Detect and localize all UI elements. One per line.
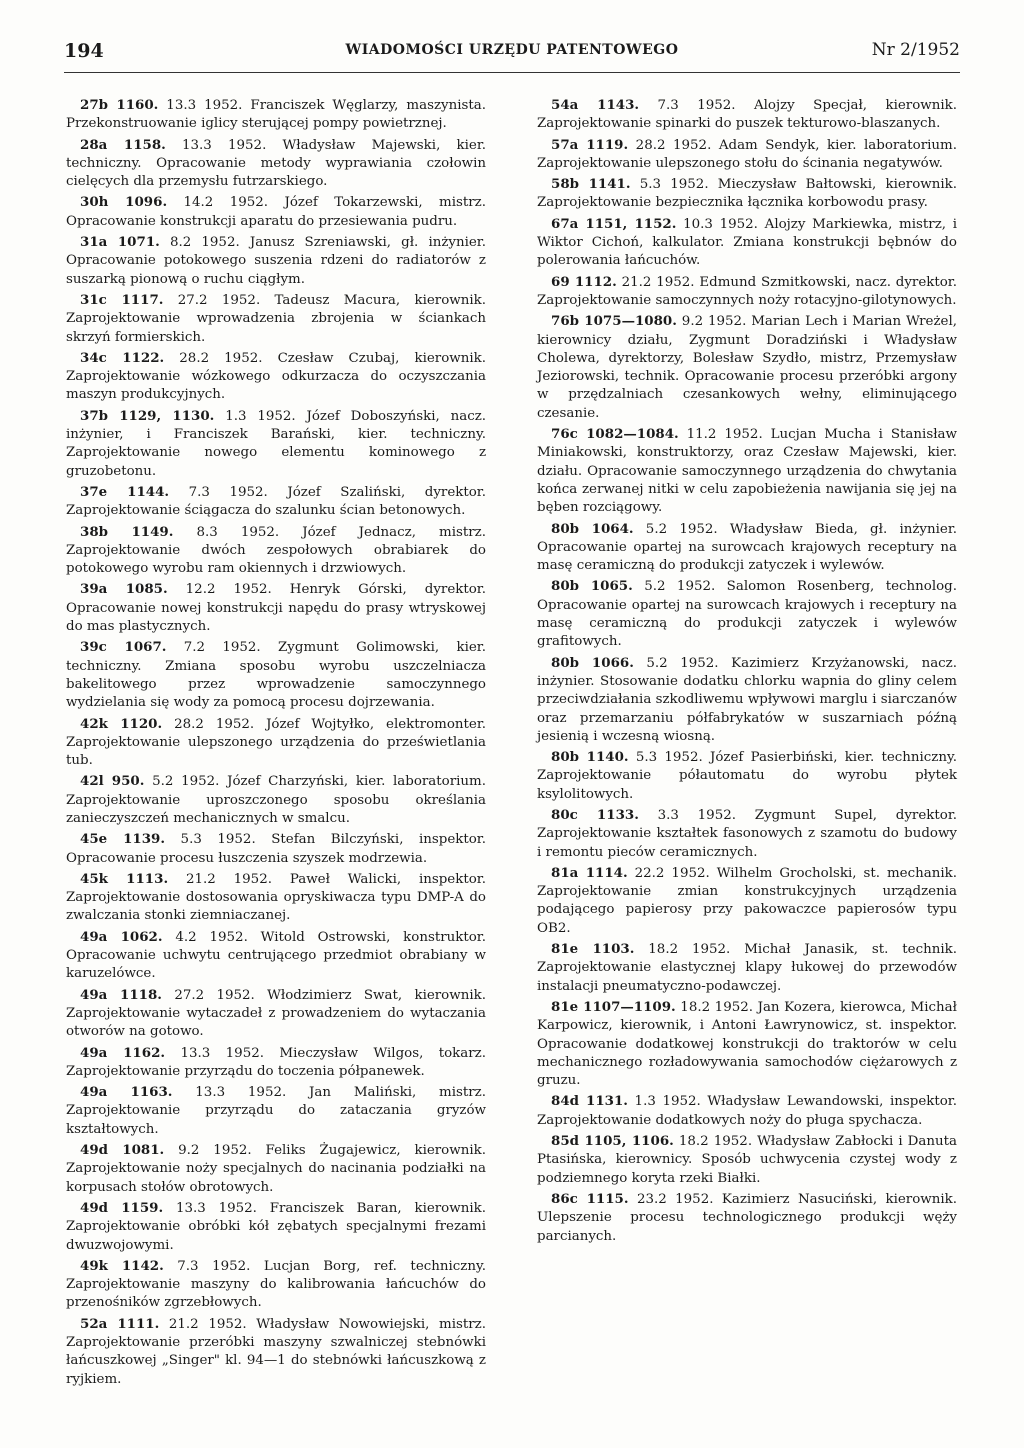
entry-number: 37e 1144. [80, 483, 170, 500]
patent-entry [66, 407, 486, 481]
patent-entry [66, 193, 486, 231]
patent-entry [537, 215, 957, 271]
entry-text: 7.2 1952. Zygmunt Golimowski, kier. techniczny. Zmiana sposobu wyrobu uszczelniacza bakelitowego przez wprowadzenie samoczynnego wydzielania się wody za pomocą procesu dojrzewania. [66, 640, 486, 711]
entry-number: 42l 950. [80, 773, 145, 790]
entry-number: 81e 1103. [551, 941, 635, 958]
patent-entry [66, 1141, 486, 1197]
entry-text: 12.2 1952. Henryk Górski, dyrektor. Opracowanie nowej konstrukcji napędu do prasy wtryskowej do mas plastycznych. [66, 582, 486, 635]
entry-number: 80b 1140. [551, 749, 629, 766]
journal-title: WIADOMOŚCI URZĘDU PATENTOWEGO [345, 42, 679, 58]
left-column [66, 96, 486, 1391]
entry-number: 57a 1119. [551, 136, 629, 153]
page-header [64, 38, 960, 68]
patent-entry [537, 654, 957, 746]
entry-number: 85d 1105, 1106. [551, 1133, 674, 1150]
patent-entry [66, 638, 486, 712]
entry-number: 30h 1096. [80, 194, 168, 211]
entry-text: 5.2 1952. Kazimierz Krzyżanowski, nacz. inżynier. Stosowanie dodatku chlorku wapnia do gliny celem przeciwdziałania szkodliwemu wpływowi marglu i siarczanów oraz przemarzaniu półfabrykatów w suszarniach późną jesienią i wczesną wiosną. [537, 655, 957, 744]
entry-text: 21.2 1952. Władysław Nowowiejski, mistrz. Zaprojektowanie przeróbki maszyny szwalniczej stebnówki łańcuszkowej „Singer" kl. 94—1 do stebnówki łańcuszkową z ryjkiem. [66, 1316, 486, 1387]
entry-text: 5.2 1952. Salomon Rosenberg, technolog. Opracowanie opartej na surowcach krajowych i receptury na masę ceramiczną do produkcji zatyczek i wylewów grafitowych. [537, 579, 957, 650]
entry-text: 23.2 1952. Kazimierz Nasuciński, kierownik. Ulepszenie procesu technologicznego produkcji węży parcianych. [537, 1191, 958, 1244]
patent-entry [537, 1092, 957, 1130]
entry-number: 42k 1120. [80, 715, 163, 732]
entry-number: 49d 1081. [80, 1142, 165, 1159]
entry-number: 69 1112. [551, 273, 617, 290]
entry-number: 80b 1066. [551, 654, 634, 671]
patent-entry [537, 940, 957, 996]
entry-number: 38b 1149. [80, 523, 174, 540]
entry-text: 13.3 1952. Franciszek Węglarzy, maszynista. Przekonstruowanie iglicy sterującej pompy powietrznej. [66, 98, 486, 132]
issue-number: Nr 2/1952 [871, 40, 960, 60]
entry-number: 37b 1129, 1130. [80, 407, 215, 424]
entry-number: 80c 1133. [551, 806, 639, 823]
entry-text: 5.3 1952. Mieczysław Bałtowski, kierownik. Zaprojektowanie bezpiecznika łącznika korbowodu prasy. [537, 177, 957, 211]
entry-text: 21.2 1952. Edmund Szmitkowski, nacz. dyrektor. Zaprojektowanie samoczynnych noży rotacyjno-gilotynowych. [537, 274, 957, 308]
entry-number: 49a 1118. [80, 986, 162, 1003]
patent-entry [66, 523, 486, 579]
entry-text: 13.3 1952. Mieczysław Wilgos, tokarz. Zaprojektowanie przyrządu do toczenia półpanewek. [66, 1045, 486, 1079]
entry-text: 28.2 1952. Adam Sendyk, kier. laboratorium. Zaprojektowanie ulepszonego stołu do ścinania negatywów. [537, 137, 957, 171]
patent-entry [66, 928, 486, 984]
entry-text: 4.2 1952. Witold Ostrowski, konstruktor. Opracowanie uchwytu centrującego przedmiot obrabiany w karuzelówce. [66, 929, 486, 982]
entry-number: 54a 1143. [551, 97, 640, 113]
patent-entry [66, 580, 486, 636]
entry-text: 11.2 1952. Lucjan Mucha i Stanisław Miniakowski, konstruktorzy, oraz Czesław Majewski, kier. działu. Opracowanie samoczynnego urządzenia do chwytania końca zerwanej nitki w celu zapobieżenia nawijania się jej na bęben rozciągowy. [537, 427, 957, 516]
entry-text: 10.3 1952. Alojzy Markiewka, mistrz, i Wiktor Cichoń, kalkulator. Zmiana konstrukcji bębnów do polerowania łańcuchów. [537, 216, 957, 269]
entry-text: 14.2 1952. Józef Tokarzewski, mistrz. Opracowanie konstrukcji aparatu do przesiewania pudru. [66, 195, 486, 229]
patent-entry [537, 175, 957, 213]
patent-entry [66, 715, 486, 771]
entry-text: 5.3 1952. Stefan Bilczyński, inspektor. Opracowanie procesu łuszczenia szyszek modrzewia. [66, 832, 486, 866]
patent-entry [66, 986, 486, 1042]
entry-text: 8.2 1952. Janusz Szreniawski, gł. inżynier. Opracowanie potokowego suszenia rdzeni do radiatorów z suszarką pionową o ruchu ciągłym. [66, 235, 486, 287]
entry-number: 80b 1065. [551, 578, 633, 595]
entry-text: 5.2 1952. Józef Charzyński, kier. laboratorium. Zaprojektowanie uproszczonego sposobu określania zanieczyszczeń mechanicznych w smalcu. [66, 774, 486, 826]
entry-text: 22.2 1952. Wilhelm Grocholski, st. mechanik. Zaprojektowanie zmian konstrukcyjnych urządzenia podającego papierosy przy pakowaczce papierosów typu OB2. [537, 865, 957, 936]
right-column [537, 96, 957, 1248]
patent-entry [537, 1190, 957, 1246]
entry-number: 49d 1159. [80, 1199, 164, 1216]
patent-entry [66, 870, 486, 926]
patent-entry [66, 291, 486, 347]
entry-text: 27.2 1952. Włodzimierz Swat, kierownik. Zaprojektowanie wytaczadeł z prowadzeniem do wytaczania otworów na gotowo. [66, 987, 486, 1040]
entry-text: 3.3 1952. Zygmunt Supel, dyrektor. Zaprojektowanie kształtek fasonowych z szamotu do budowy i remontu pieców ceramicznych. [537, 807, 958, 860]
entry-number: 52a 1111. [80, 1315, 160, 1332]
entry-text: 13.3 1952. Jan Maliński, mistrz. Zaprojektowanie przyrządu do zataczania gryzów kształtowych. [66, 1085, 486, 1137]
patent-entry [537, 520, 957, 576]
patent-entry [537, 312, 957, 423]
entry-number: 34c 1122. [80, 349, 165, 366]
entry-text: 27.2 1952. Tadeusz Macura, kierownik. Zaprojektowanie wprowadzenia zbrojenia w ściankach skrzyń formierskich. [66, 292, 486, 345]
patent-entry [537, 96, 957, 134]
entry-number: 81a 1114. [551, 864, 628, 881]
entry-text: 13.3 1952. Władysław Majewski, kier. techniczny. Opracowanie metody wyprawiania czołowin cielęcych dla przemysłu futrzarskiego. [66, 137, 487, 190]
entry-text: 18.2 1952. Jan Kozera, kierowca, Michał Karpowicz, kierownik, i Antoni Ławrynowicz, st. inspektor. Opracowanie dodatkowej konstrukcji do traktorów w celu mechanicznego rozładowywania samochodów ciężarowych z gruzu. [537, 999, 957, 1089]
patent-entry [537, 806, 957, 862]
patent-entry [537, 577, 957, 651]
entry-text: 18.2 1952. Władysław Zabłocki i Danuta Ptasińska, kierownicy. Sposób uchwycenia czystej wody z podziemnego koryta rzeki Białki. [537, 1134, 957, 1186]
entry-number: 86c 1115. [551, 1190, 629, 1207]
entry-text: 9.2 1952. Feliks Żugajewicz, kierownik. Zaprojektowanie noży specjalnych do nacinania podziałki na korpusach stołów obrotowych. [66, 1143, 486, 1195]
entry-number: 27b 1160. [80, 97, 159, 113]
entry-number: 58b 1141. [551, 176, 631, 193]
header-rule [64, 72, 960, 73]
patent-entry [66, 1315, 486, 1389]
entry-number: 28a 1158. [80, 136, 166, 153]
page-number: 194 [64, 40, 104, 62]
patent-entry [66, 483, 486, 521]
entry-number: 80b 1064. [551, 520, 634, 537]
patent-entry [537, 748, 957, 804]
entry-number: 84d 1131. [551, 1093, 628, 1110]
entry-text: 18.2 1952. Michał Janasik, st. technik. Zaprojektowanie elastycznej klapy łukowej do przewodów instalacji pneumatyczno-podawczej. [537, 942, 958, 994]
entry-number: 49k 1142. [80, 1257, 164, 1274]
patent-entry [66, 349, 486, 405]
patent-entry [66, 830, 486, 868]
entry-text: 1.3 1952. Władysław Lewandowski, inspektor. Zaprojektowanie dodatkowych noży do pługa spychacza. [537, 1094, 957, 1128]
entry-number: 31c 1117. [80, 291, 164, 308]
entry-text: 7.3 1952. Lucjan Borg, ref. techniczny. Zaprojektowanie maszyny do kalibrowania łańcuchów do przenośników zgrzebłowych. [66, 1258, 486, 1311]
patent-entry [537, 136, 957, 174]
entry-number: 81e 1107—1109. [551, 998, 676, 1015]
entry-text: 5.3 1952. Józef Pasierbiński, kier. techniczny. Zaprojektowanie półautomatu do wyrobu płytek ksylolitowych. [537, 750, 958, 802]
entry-text: 9.2 1952. Marian Lech i Marian Wreżel, kierownicy działu, Zygmunt Doradziński i Władysław Cholewa, dyrektorzy, Bolesław Szydło, mistrz, Przemysław Jeziorowski, technik. Opracowanie procesu przeróbki argony w przędzalniach czesankowych wełny, eliminującego czesanie. [537, 314, 957, 421]
entry-number: 67a 1151, 1152. [551, 215, 677, 232]
entry-number: 49a 1162. [80, 1044, 166, 1061]
entry-text: 21.2 1952. Paweł Walicki, inspektor. Zaprojektowanie dostosowania opryskiwacza typu DMP-A do zwalczania stonki ziemniaczanej. [66, 871, 486, 924]
entry-number: 31a 1071. [80, 234, 160, 251]
entry-number: 45k 1113. [80, 870, 169, 887]
entry-text: 7.3 1952. Alojzy Specjał, kierownik. Zaprojektowanie spinarki do puszek tekturowo-blaszanych. [537, 98, 957, 132]
patent-entry [66, 1199, 486, 1255]
entry-number: 76c 1082—1084. [551, 426, 679, 443]
entry-text: 7.3 1952. Józef Szaliński, dyrektor. Zaprojektowanie ściągacza do szalunku ścian betonowych. [66, 484, 486, 519]
patent-entry [66, 136, 486, 192]
entry-number: 45e 1139. [80, 831, 166, 848]
patent-entry [66, 1257, 486, 1313]
patent-entry [537, 998, 957, 1090]
entry-text: 5.2 1952. Władysław Bieda, gł. inżynier. Opracowanie opartej na surowcach krajowych receptury na masę ceramiczną do produkcji zatyczek i wylewów. [537, 521, 957, 574]
entry-number: 39a 1085. [80, 581, 168, 598]
entry-number: 76b 1075—1080. [551, 313, 677, 330]
entry-text: 1.3 1952. Józef Doboszyński, nacz. inżynier, i Franciszek Barański, kier. techniczny. Zaprojektowanie nowego elementu kominowego z gruzobetonu. [66, 408, 487, 479]
entry-text: 8.3 1952. Józef Jednacz, mistrz. Zaprojektowanie dwóch zespołowych obrabiarek do potokowego wyrobu ram okiennych i drzwiowych. [66, 524, 486, 577]
patent-entry [66, 233, 486, 289]
patent-entry [537, 864, 957, 938]
patent-entry [66, 772, 486, 828]
entry-number: 49a 1163. [80, 1084, 173, 1101]
entry-number: 49a 1062. [80, 928, 163, 945]
patent-entry [537, 1132, 957, 1188]
patent-entry [537, 273, 957, 311]
patent-entry [66, 1044, 486, 1082]
entry-number: 39c 1067. [80, 639, 167, 656]
entry-text: 13.3 1952. Franciszek Baran, kierownik. Zaprojektowanie obróbki kół zębatych specjalnymi frezami dwuzwojowymi. [66, 1200, 486, 1253]
patent-entry [537, 425, 957, 517]
patent-entry [66, 1083, 486, 1139]
patent-entry [66, 96, 486, 134]
entry-text: 28.2 1952. Józef Wojtyłko, elektromonter. Zaprojektowanie ulepszonego urządzenia do prześwietlania tub. [66, 716, 487, 769]
entry-text: 28.2 1952. Czesław Czubaj, kierownik. Zaprojektowanie wózkowego odkurzacza do oczyszczania maszyn produkcyjnych. [66, 350, 486, 403]
